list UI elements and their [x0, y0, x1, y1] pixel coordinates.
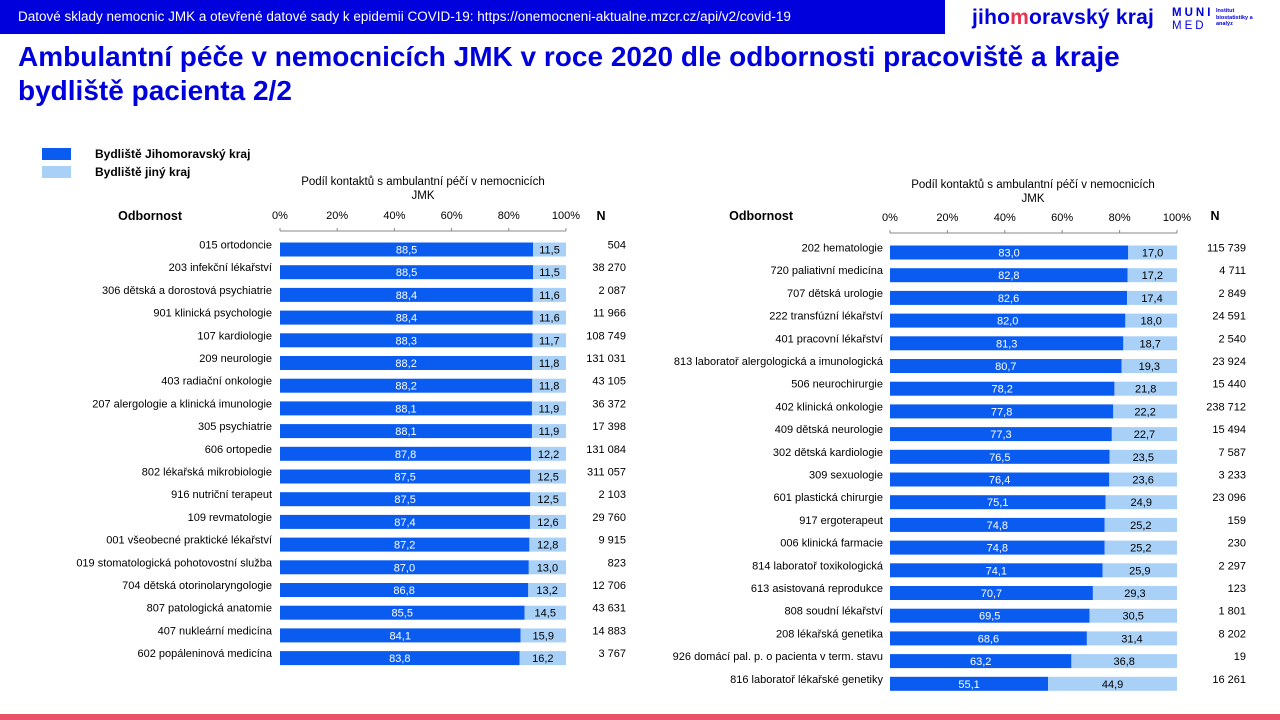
- data-label-jmk: 74,8: [986, 519, 1009, 532]
- data-label-other: 15,9: [532, 630, 554, 643]
- n-value: 11 966: [593, 307, 626, 320]
- x-tick-label: 80%: [1108, 212, 1131, 224]
- data-label-jmk: 88,2: [395, 380, 417, 393]
- x-tick-label: 40%: [993, 212, 1016, 224]
- jmk-logo-part2: oravský kraj: [1029, 6, 1154, 29]
- x-tick-label: 0%: [882, 212, 898, 224]
- data-label-jmk: 78,2: [991, 383, 1013, 396]
- category-label: 305 psychiatrie: [198, 421, 272, 434]
- category-label: 209 neurologie: [199, 353, 272, 365]
- category-label: 403 radiační onkologie: [161, 375, 272, 388]
- n-value: 9 915: [598, 534, 626, 547]
- muni-logo-line2: MED: [1172, 20, 1207, 32]
- n-value: 36 372: [592, 398, 626, 411]
- data-label-other: 11,8: [538, 358, 560, 370]
- source-text: Datové sklady nemocnic JMK a otevřené datové sady k epidemii COVID-19: https://onemocneni-aktualne.mzcr.cz/api/v2/covid-19: [18, 9, 791, 24]
- x-tick-label: 20%: [936, 212, 959, 224]
- data-label-other: 13,2: [536, 585, 558, 597]
- data-label-other: 21,8: [1135, 383, 1157, 396]
- data-label-jmk: 88,4: [395, 289, 418, 302]
- n-value: 504: [607, 239, 626, 252]
- n-value: 131 031: [586, 353, 626, 365]
- n-header: N: [596, 209, 606, 223]
- data-label-jmk: 87,5: [394, 471, 416, 484]
- category-label: 019 stomatologická pohotovostní služba: [76, 557, 272, 570]
- data-label-jmk: 69,5: [979, 610, 1001, 623]
- page-title: Ambulantní péče v nemocnicích JMK v roce 2020 dle odbornosti pracoviště a kraje bydliště pacienta 2/2: [18, 41, 1120, 106]
- n-value: 19: [1233, 651, 1246, 664]
- category-label: 901 klinická psychologie: [153, 307, 272, 320]
- data-label-other: 25,9: [1129, 565, 1151, 578]
- data-label-other: 24,9: [1130, 497, 1152, 510]
- category-label: 207 alergologie a klinická imunologie: [92, 398, 272, 411]
- data-label-jmk: 76,4: [988, 474, 1011, 487]
- category-label: 109 revmatologie: [187, 511, 272, 524]
- n-value: 43 105: [592, 375, 626, 388]
- data-label-jmk: 76,5: [989, 451, 1011, 464]
- data-label-jmk: 70,7: [980, 588, 1003, 600]
- data-label-other: 11,7: [538, 335, 560, 348]
- data-label-jmk: 87,4: [394, 516, 416, 529]
- data-label-other: 13,0: [536, 562, 559, 575]
- data-label-other: 11,6: [539, 289, 560, 302]
- category-label: 401 pracovní lékařství: [775, 333, 883, 346]
- category-label: 202 hematologie: [801, 242, 883, 255]
- category-label: 402 klinická onkologie: [775, 401, 883, 414]
- data-label-other: 12,6: [537, 516, 559, 529]
- n-value: 15 440: [1212, 378, 1246, 391]
- category-label: 916 nutriční terapeut: [171, 489, 272, 502]
- data-label-jmk: 88,5: [395, 244, 418, 257]
- data-label-jmk: 68,6: [977, 633, 1000, 646]
- category-label: 807 patologická anatomie: [146, 602, 272, 615]
- category-label: 222 transfúzní lékařství: [769, 310, 883, 323]
- n-value: 2 849: [1218, 287, 1246, 300]
- data-label-jmk: 88,1: [395, 403, 417, 416]
- category-label: 802 lékařská mikrobiologie: [141, 466, 272, 479]
- category-label: 015 ortodoncie: [199, 239, 272, 252]
- data-label-other: 30,5: [1122, 610, 1144, 623]
- data-label-other: 11,9: [538, 403, 560, 416]
- n-value: 23 096: [1212, 492, 1246, 505]
- n-value: 43 631: [592, 602, 626, 615]
- data-label-jmk: 83,8: [389, 653, 411, 666]
- data-label-other: 17,0: [1141, 247, 1164, 260]
- n-value: 16 261: [1212, 673, 1246, 686]
- data-label-jmk: 88,2: [395, 358, 417, 370]
- category-label: 606 ortopedie: [204, 443, 272, 456]
- category-label: 926 domácí pal. p. o pacienta v term. stavu: [672, 651, 883, 664]
- chart-title-line2: JMK: [1021, 193, 1045, 205]
- data-label-other: 25,2: [1130, 519, 1152, 532]
- data-label-other: 16,2: [532, 653, 554, 666]
- category-label: 720 paliativní medicína: [770, 265, 883, 278]
- data-label-jmk: 82,0: [996, 315, 1019, 328]
- data-label-jmk: 77,3: [990, 429, 1012, 442]
- category-label: 506 neurochirurgie: [791, 378, 883, 391]
- data-label-other: 19,3: [1138, 361, 1161, 373]
- x-tick-label: 60%: [440, 210, 463, 222]
- n-value: 159: [1227, 514, 1246, 527]
- data-label-jmk: 75,1: [987, 497, 1009, 510]
- data-label-other: 22,7: [1133, 429, 1156, 442]
- data-label-other: 22,2: [1134, 406, 1156, 419]
- n-value: 14 883: [592, 625, 626, 638]
- data-label-other: 18,7: [1139, 338, 1161, 351]
- n-value: 1 801: [1218, 605, 1246, 618]
- data-label-jmk: 87,8: [394, 448, 417, 461]
- category-label: 707 dětská urologie: [786, 287, 883, 300]
- n-value: 3 767: [598, 648, 626, 661]
- data-label-jmk: 82,8: [998, 270, 1020, 283]
- data-label-jmk: 87,0: [393, 562, 416, 575]
- n-value: 8 202: [1218, 628, 1246, 641]
- data-label-other: 17,4: [1141, 292, 1163, 305]
- data-label-other: 11,6: [539, 312, 560, 325]
- data-label-other: 36,8: [1113, 656, 1135, 669]
- n-value: 108 749: [586, 330, 626, 343]
- data-label-other: 11,5: [539, 244, 560, 257]
- category-label: 306 dětská a dorostová psychiatrie: [102, 284, 272, 297]
- category-label: 704 dětská otorinolaryngologie: [122, 580, 272, 592]
- data-label-other: 17,2: [1141, 270, 1164, 283]
- data-label-jmk: 85,5: [391, 607, 413, 620]
- category-label: 813 laboratoř alergologická a imunologická: [673, 356, 883, 368]
- data-label-jmk: 87,2: [393, 539, 416, 552]
- data-label-jmk: 63,2: [969, 656, 992, 669]
- data-label-jmk: 74,8: [986, 542, 1009, 555]
- n-value: 17 398: [592, 421, 626, 434]
- category-label: 006 klinická farmacie: [780, 537, 883, 550]
- data-label-jmk: 86,8: [393, 585, 415, 597]
- data-label-jmk: 81,3: [995, 338, 1018, 351]
- category-label: 302 dětská kardiologie: [772, 446, 883, 459]
- data-label-jmk: 87,5: [394, 494, 416, 507]
- n-value: 823: [607, 557, 626, 570]
- category-label: 816 laboratoř lékařské genetiky: [730, 673, 883, 686]
- category-label: 407 nukleární medicína: [157, 625, 272, 638]
- jmk-logo-accent: m: [1010, 6, 1029, 29]
- data-label-other: 44,9: [1101, 678, 1124, 691]
- category-label: 917 ergoterapeut: [799, 514, 883, 527]
- n-value: 2 103: [598, 489, 626, 502]
- data-label-jmk: 88,3: [395, 335, 417, 348]
- n-value: 131 084: [586, 443, 626, 456]
- category-label: 602 popáleninová medicína: [137, 648, 272, 661]
- data-label-other: 11,5: [539, 267, 560, 280]
- muni-logo-line1: MUNI: [1172, 7, 1214, 19]
- data-label-other: 12,5: [537, 471, 559, 484]
- x-tick-label: 100%: [551, 210, 581, 222]
- data-label-other: 11,9: [538, 426, 560, 439]
- category-header: Odbornost: [729, 209, 793, 223]
- category-label: 814 laboratoř toxikologická: [752, 560, 883, 573]
- category-label: 107 kardiologie: [197, 330, 272, 343]
- n-value: 238 712: [1206, 401, 1246, 414]
- data-label-other: 29,3: [1124, 588, 1146, 600]
- data-label-other: 23,6: [1132, 474, 1154, 487]
- n-value: 12 706: [592, 580, 626, 592]
- data-label-other: 14,5: [534, 607, 556, 620]
- x-tick-label: 20%: [326, 210, 349, 222]
- n-value: 2 087: [598, 284, 626, 297]
- n-value: 7 587: [1218, 446, 1246, 459]
- data-label-jmk: 88,4: [395, 312, 418, 325]
- n-value: 115 739: [1207, 242, 1246, 255]
- jmk-logo-part1: jiho: [972, 6, 1011, 29]
- chart-title-line1: Podíl kontaktů s ambulantní péčí v nemocnicích: [911, 179, 1155, 191]
- chart-title-line2: JMK: [411, 190, 435, 202]
- data-label-other: 12,8: [536, 539, 559, 552]
- category-label: 309 sexuologie: [808, 469, 883, 482]
- legend-label-other: Bydliště jiný kraj: [95, 165, 191, 179]
- category-label: 203 infekční lékařství: [168, 262, 272, 275]
- chart-2: [673, 179, 1246, 691]
- data-label-jmk: 55,1: [958, 678, 980, 691]
- data-label-jmk: 84,1: [389, 630, 411, 643]
- data-label-jmk: 80,7: [995, 361, 1017, 373]
- n-value: 2 540: [1218, 333, 1246, 346]
- n-value: 311 057: [587, 466, 626, 479]
- data-label-other: 12,5: [537, 494, 559, 507]
- data-label-other: 31,4: [1121, 633, 1143, 646]
- category-header: Odbornost: [118, 209, 182, 223]
- data-label-other: 12,2: [537, 448, 560, 461]
- data-label-other: 23,5: [1132, 451, 1154, 464]
- legend-label-jmk: Bydliště Jihomoravský kraj: [95, 147, 251, 161]
- data-label-jmk: 88,1: [395, 426, 417, 439]
- n-value: 4 711: [1219, 265, 1246, 278]
- n-value: 230: [1227, 537, 1246, 550]
- data-label-other: 18,0: [1140, 315, 1162, 328]
- n-value: 38 270: [592, 262, 626, 275]
- n-value: 29 760: [592, 511, 626, 524]
- n-value: 2 297: [1218, 560, 1246, 573]
- chart-1: [76, 176, 626, 665]
- data-label-jmk: 77,8: [990, 406, 1013, 419]
- x-tick-label: 0%: [272, 210, 288, 222]
- x-tick-label: 60%: [1051, 212, 1074, 224]
- category-label: 001 všeobecné praktické lékařství: [106, 534, 272, 547]
- data-label-jmk: 74,1: [985, 565, 1008, 578]
- x-tick-label: 100%: [1162, 212, 1192, 224]
- data-label-other: 25,2: [1130, 542, 1152, 555]
- category-label: 808 soudní lékařství: [784, 605, 883, 618]
- n-value: 3 233: [1218, 469, 1246, 482]
- n-value: 23 924: [1212, 356, 1246, 368]
- category-label: 601 plastická chirurgie: [773, 492, 883, 505]
- category-label: 409 dětská neurologie: [774, 424, 883, 437]
- n-value: 15 494: [1212, 424, 1246, 437]
- category-label: 208 lékařská genetika: [775, 628, 883, 641]
- x-tick-label: 80%: [497, 210, 520, 222]
- muni-logo-subtitle: Institut biostatistiky a analýz: [1216, 8, 1253, 27]
- n-value: 123: [1227, 583, 1246, 595]
- chart-title-line1: Podíl kontaktů s ambulantní péčí v nemocnicích: [301, 176, 545, 188]
- data-label-other: 11,8: [538, 380, 560, 393]
- category-label: 613 asistovaná reprodukce: [750, 583, 883, 595]
- data-label-jmk: 88,5: [395, 267, 418, 280]
- data-label-jmk: 83,0: [998, 247, 1020, 260]
- x-tick-label: 40%: [383, 210, 406, 222]
- n-header: N: [1210, 209, 1220, 223]
- bottom-accent-line: [0, 714, 1280, 720]
- data-label-jmk: 82,6: [997, 292, 1020, 305]
- n-value: 24 591: [1212, 310, 1246, 323]
